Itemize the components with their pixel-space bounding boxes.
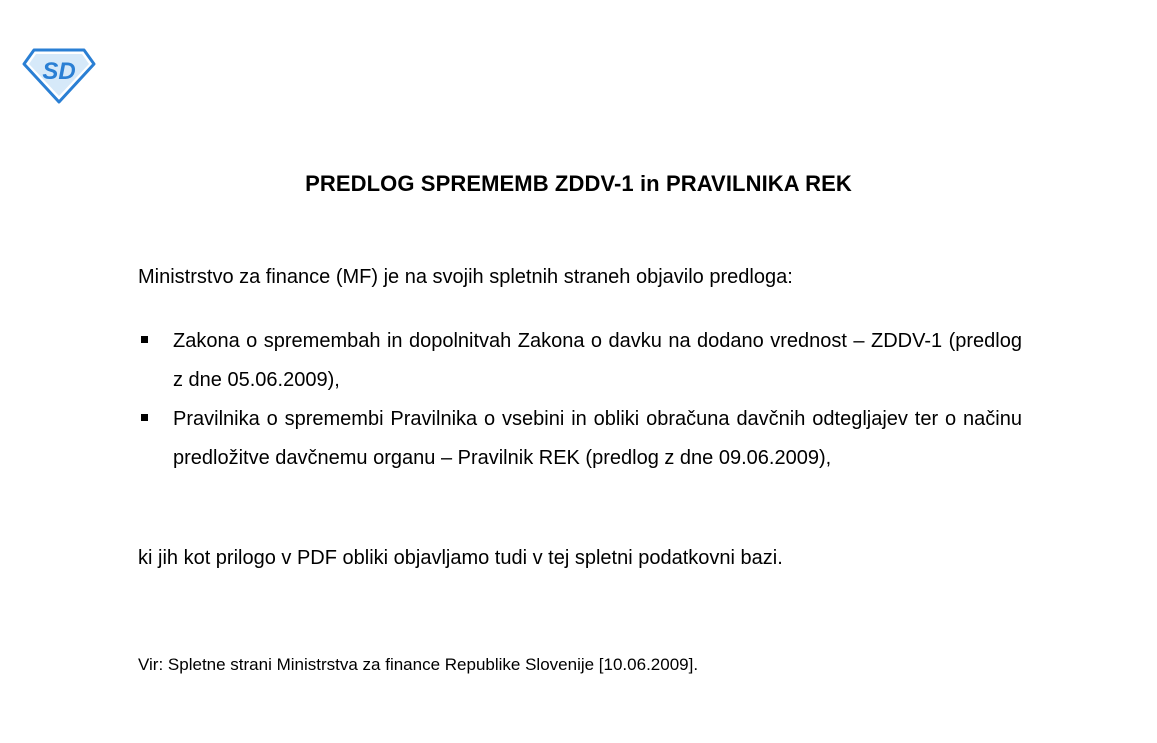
logo-text: SD [42, 58, 76, 85]
list-item-text: Zakona o spremembah in dopolnitvah Zakona o davku na dodano vrednost – ZDDV-1 (predlog z dne 05.06.2009), [173, 330, 1022, 391]
square-bullet-icon [141, 336, 148, 343]
list-item [138, 322, 1022, 400]
document-title: PREDLOG SPREMEMB ZDDV-1 in PRAVILNIKA REK [305, 171, 852, 196]
sd-diamond-logo-icon [22, 46, 96, 104]
intro-paragraph: Ministrstvo za finance (MF) je na svojih spletnih straneh objavilo predloga: [138, 266, 793, 288]
closing-paragraph: ki jih kot prilogo v PDF obliki objavljamo tudi v tej spletni podatkovni bazi. [138, 547, 783, 569]
list-item [138, 400, 1022, 478]
bullet-list [138, 322, 1022, 478]
square-bullet-icon [141, 414, 148, 421]
source-note: Vir: Spletne strani Ministrstva za finance Republike Slovenije [10.06.2009]. [138, 655, 699, 674]
list-item-text: Pravilnika o spremembi Pravilnika o vsebini in obliki obračuna davčnih odtegljajev ter o načinu predložitve davčnemu organu – Pravilnik REK (predlog z dne 09.06.2009), [173, 408, 1022, 469]
